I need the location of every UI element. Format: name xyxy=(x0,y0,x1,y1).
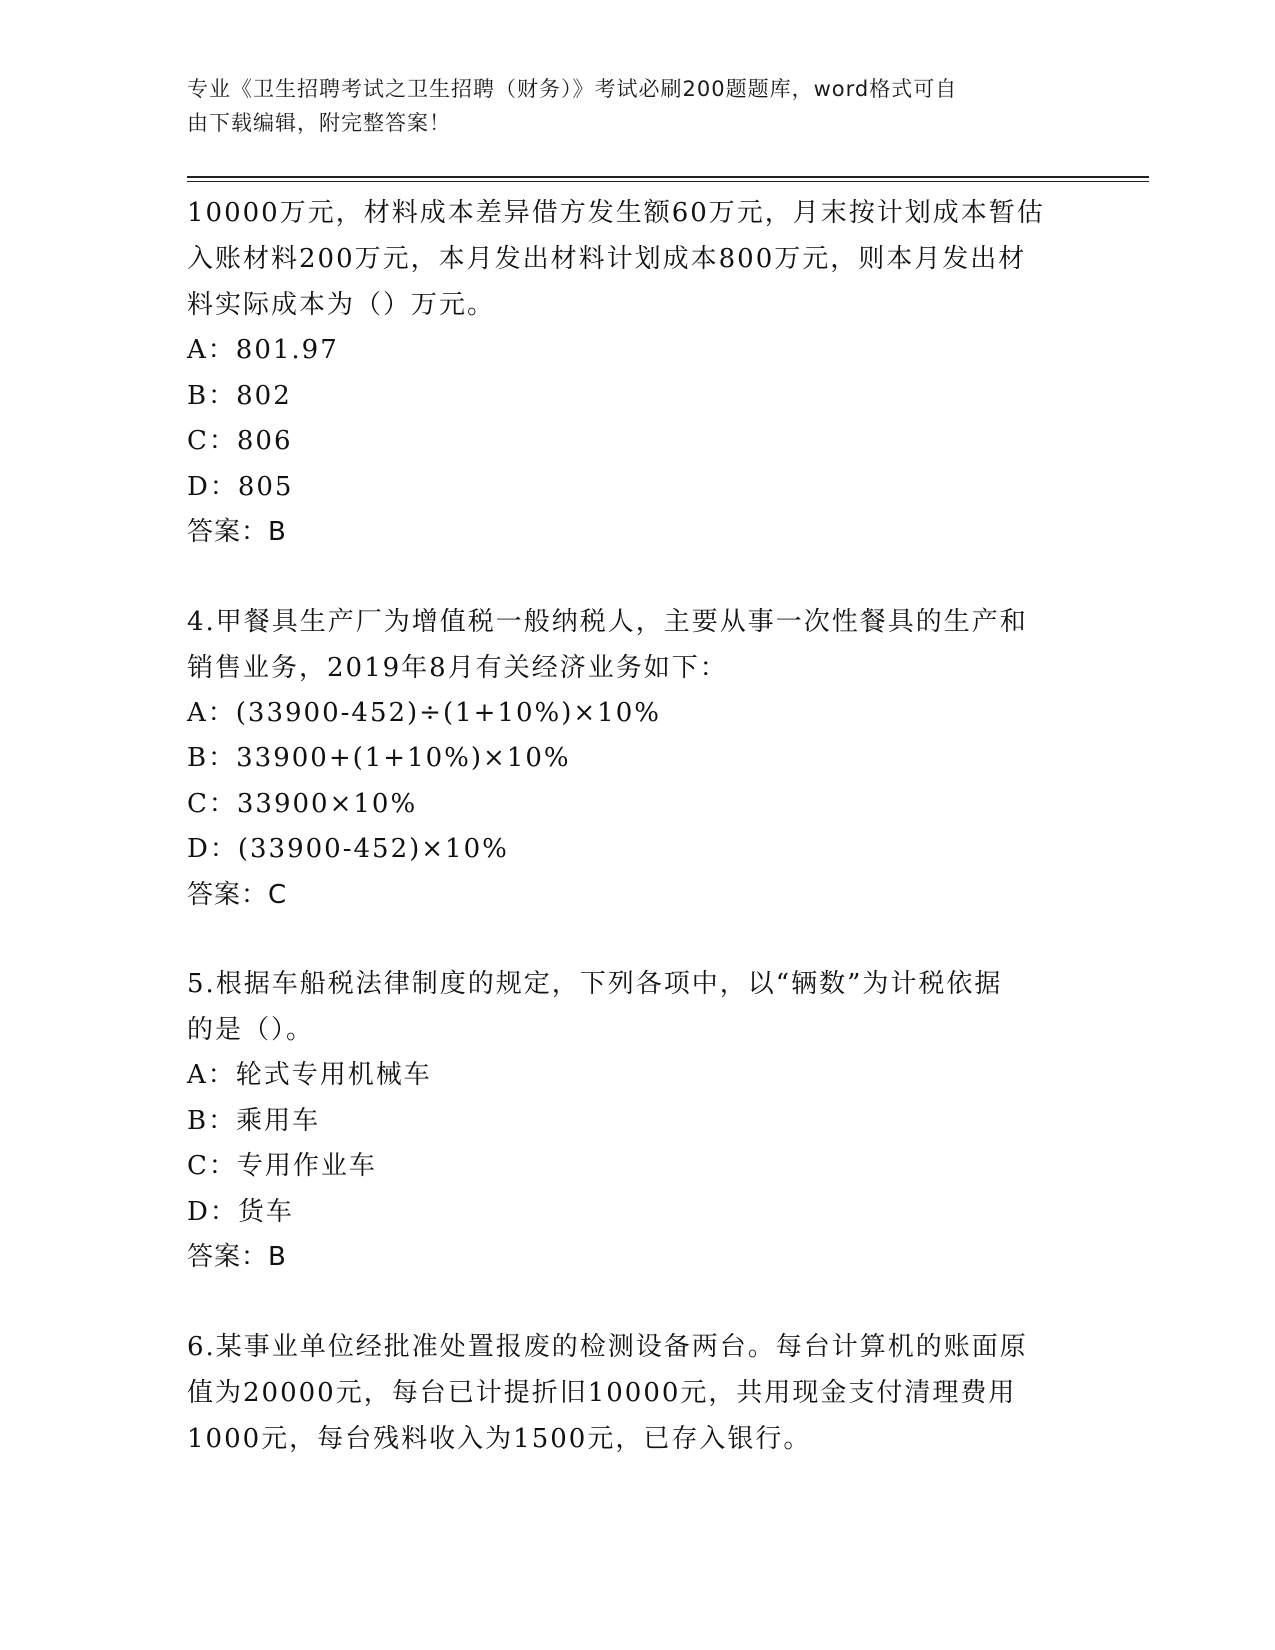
document-header xyxy=(187,72,1067,140)
option-d: D：805 xyxy=(187,471,294,502)
question-5 xyxy=(187,961,1067,1281)
question-stem-line: 1000元，每台残料收入为1500元，已存入银行。 xyxy=(187,1423,812,1454)
option-b: B：乘用车 xyxy=(187,1105,321,1136)
answer-line: 答案：B xyxy=(187,1242,287,1272)
question-list xyxy=(187,190,1067,1505)
question-4 xyxy=(187,599,1067,919)
answer-line: 答案：C xyxy=(187,879,288,910)
option-a: A：(33900-452)÷(1+10%)×10% xyxy=(187,697,661,728)
question-stem-line: 的是（）。 xyxy=(187,1015,315,1045)
question-stem-line: 5.根据车船税法律制度的规定，下列各项中，以“辆数”为计税依据 xyxy=(187,969,1003,999)
question-stem-line: 10000万元，材料成本差异借方发生额60万元，月末按计划成本暂估 xyxy=(187,198,1045,228)
option-d: D：货车 xyxy=(187,1196,294,1227)
header-line-2: 由下载编辑，附完整答案！ xyxy=(187,111,451,135)
header-line-1: 专业《卫生招聘考试之卫生招聘（财务）》考试必刷200题题库，word格式可自 xyxy=(187,77,958,101)
question-stem-line: 入账材料200万元，本月发出材料计划成本800万元，则本月发出材 xyxy=(187,244,1027,274)
option-b: B：802 xyxy=(187,380,292,411)
option-a: A：轮式专用机械车 xyxy=(187,1060,432,1090)
header-rule-thick xyxy=(187,176,1149,178)
question-stem-line: 6.某事业单位经批准处置报废的检测设备两台。每台计算机的账面原 xyxy=(187,1331,1028,1362)
option-d: D：(33900-452)×10% xyxy=(187,834,509,864)
option-c: C：33900×10% xyxy=(187,788,418,819)
option-a: A：801.97 xyxy=(187,335,339,365)
option-c: C：806 xyxy=(187,426,293,456)
option-b: B：33900+(1+10%)×10% xyxy=(187,743,571,773)
question-6 xyxy=(187,1324,1067,1462)
question-stem-line: 4.甲餐具生产厂为增值税一般纳税人，主要从事一次性餐具的生产和 xyxy=(187,606,1028,637)
question-3 xyxy=(187,190,1067,556)
header-rule-thin xyxy=(187,181,1149,182)
question-stem-line: 值为20000元，每台已计提折旧10000元，共用现金支付清理费用 xyxy=(187,1377,1017,1408)
option-c: C：专用作业车 xyxy=(187,1151,377,1181)
question-stem-line: 销售业务，2019年8月有关经济业务如下： xyxy=(187,652,728,683)
answer-line: 答案：B xyxy=(187,517,287,547)
question-stem-line: 料实际成本为（）万元。 xyxy=(187,290,496,320)
